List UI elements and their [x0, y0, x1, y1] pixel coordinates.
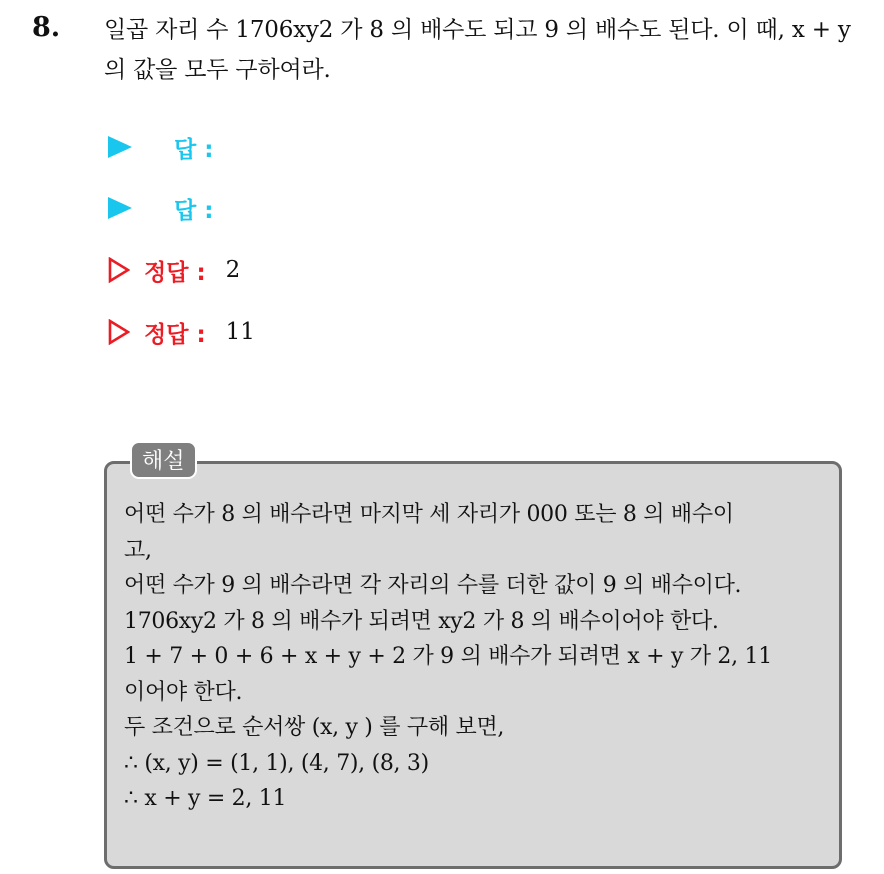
correct-answer-value: 11 [225, 319, 255, 345]
solution-line: 이어야 한다. [124, 679, 243, 705]
solution-line: 두 조건으로 순서쌍 (x, y ) 를 구해 보면, [124, 715, 505, 740]
answer-label: 답 : [174, 136, 214, 163]
correct-answer-value: 2 [225, 257, 241, 283]
correct-answer-label: 정답 : [144, 259, 206, 286]
outline-triangle-icon [108, 319, 130, 345]
problem-number: 8. [32, 12, 61, 43]
answer-blank-row-1 [108, 130, 213, 164]
correct-answer-label: 정답 : [144, 321, 206, 348]
solution-tag: 해설 [130, 441, 197, 479]
solution-text [124, 497, 836, 817]
solution-line: 고, [124, 537, 152, 563]
solution-line: 1706xy2 가 8 의 배수가 되려면 xy2 가 8 의 배수이어야 한다. [124, 608, 719, 634]
answer-label: 답 : [174, 197, 214, 224]
outline-triangle-icon [108, 257, 130, 283]
problem-statement: 일곱 자리 수 1706xy2 가 8 의 배수도 되고 9 의 배수도 된다. 이 때, x + y 의 값을 모두 구하여라. [104, 17, 851, 83]
solution-line: ∴ x + y = 2, 11 [124, 786, 287, 811]
solution-line: 어떤 수가 9 의 배수라면 각 자리의 수를 더한 값이 9 의 배수이다. [124, 573, 742, 598]
solution-line: 1 + 7 + 0 + 6 + x + y + 2 가 9 의 배수가 되려면 x + y 가 2, 11 [124, 644, 772, 669]
solution-line: 어떤 수가 8 의 배수라면 마지막 세 자리가 000 또는 8 의 배수이 [124, 502, 734, 527]
solution-line: ∴ (x, y) = (1, 1), (4, 7), (8, 3) [124, 750, 429, 776]
correct-answer-row-2 [108, 315, 255, 349]
answer-blank-row-2 [108, 191, 213, 225]
filled-triangle-icon [108, 136, 132, 158]
filled-triangle-icon [108, 197, 132, 219]
correct-answer-row-1 [108, 253, 240, 287]
